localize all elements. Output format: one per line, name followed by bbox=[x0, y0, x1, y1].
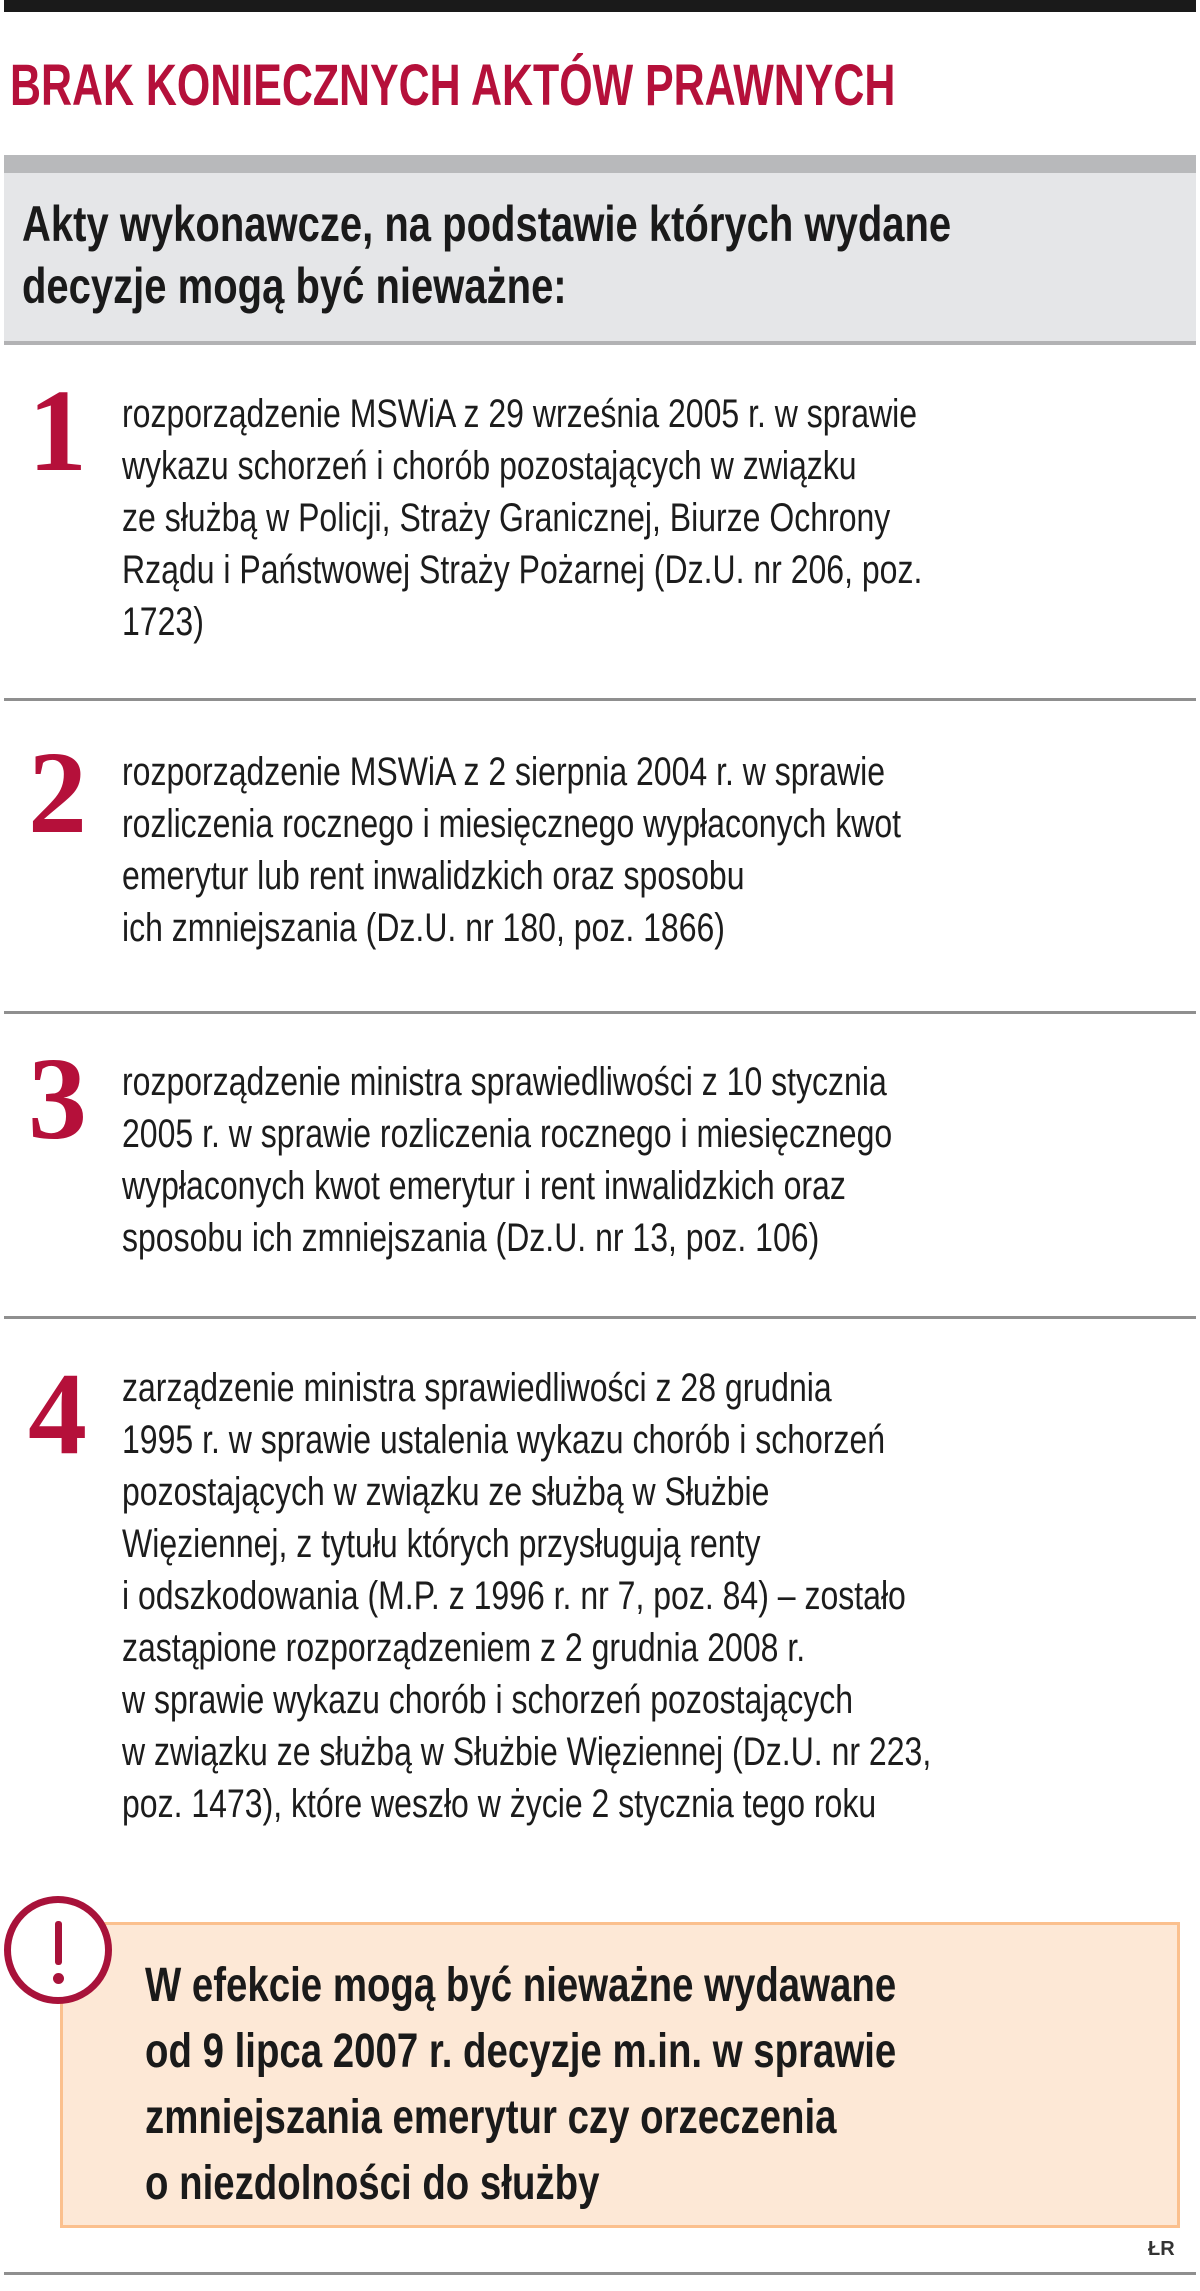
subheader-body bbox=[4, 173, 1196, 345]
subheader-line: Akty wykonawcze, na podstawie których wydane bbox=[22, 196, 952, 252]
item-line: rozporządzenie MSWiA z 2 sierpnia 2004 r. w sprawie bbox=[122, 750, 886, 794]
item-line: ze służbą w Policji, Straży Granicznej, Biurze Ochrony bbox=[122, 496, 891, 540]
callout-line: W efekcie mogą być nieważne wydawane bbox=[145, 1959, 897, 2012]
item-line: 1723) bbox=[122, 600, 204, 644]
divider bbox=[4, 698, 1196, 701]
author-credit: ŁR bbox=[1148, 2238, 1175, 2260]
subheader-line: decyzje mogą być nieważne: bbox=[22, 258, 567, 314]
item-number: 3 bbox=[28, 1033, 87, 1164]
item-line: zarządzenie ministra sprawiedliwości z 28 grudnia bbox=[122, 1366, 832, 1410]
exclamation-bar bbox=[55, 1921, 62, 1965]
item-line: zastąpione rozporządzeniem z 2 grudnia 2008 r. bbox=[122, 1626, 806, 1670]
bottom-rule bbox=[4, 2272, 1196, 2275]
item-line: wykazu schorzeń i chorób pozostających w związku bbox=[122, 444, 857, 488]
item-line: rozliczenia rocznego i miesięcznego wypłaconych kwot bbox=[122, 802, 902, 846]
item-line: Więziennej, z tytułu których przysługują renty bbox=[122, 1522, 761, 1566]
exclamation-dot bbox=[53, 1973, 64, 1984]
item-line: rozporządzenie MSWiA z 29 września 2005 r. w sprawie bbox=[122, 392, 918, 436]
item-number: 4 bbox=[28, 1348, 87, 1479]
item-line: wypłaconych kwot emerytur i rent inwalidzkich oraz bbox=[122, 1164, 846, 1208]
item-number: 2 bbox=[28, 727, 87, 858]
callout-line: od 9 lipca 2007 r. decyzje m.in. w sprawie bbox=[145, 2025, 897, 2078]
top-black-bar bbox=[4, 0, 1196, 12]
item-line: sposobu ich zmniejszania (Dz.U. nr 13, poz. 106) bbox=[122, 1216, 820, 1260]
item-line: ich zmniejszania (Dz.U. nr 180, poz. 1866) bbox=[122, 906, 725, 950]
item-line: w sprawie wykazu chorób i schorzeń pozostających bbox=[122, 1678, 853, 1722]
subheader-band bbox=[4, 155, 1196, 173]
item-line: 2005 r. w sprawie rozliczenia rocznego i miesięcznego bbox=[122, 1112, 893, 1156]
item-line: emerytur lub rent inwalidzkich oraz sposobu bbox=[122, 854, 745, 898]
exclamation-circle-icon bbox=[4, 1896, 112, 2004]
item-line: poz. 1473), które weszło w życie 2 stycznia tego roku bbox=[122, 1782, 877, 1826]
callout-line: zmniejszania emerytur czy orzeczenia bbox=[145, 2091, 837, 2144]
item-line: i odszkodowania (M.P. z 1996 r. nr 7, poz. 84) – zostało bbox=[122, 1574, 906, 1618]
divider bbox=[4, 1316, 1196, 1319]
item-line: pozostających w związku ze służbą w Służbie bbox=[122, 1470, 770, 1514]
subheader-box bbox=[4, 155, 1196, 345]
divider bbox=[4, 1011, 1196, 1014]
item-line: rozporządzenie ministra sprawiedliwości z 10 stycznia bbox=[122, 1060, 887, 1104]
item-line: w związku ze służbą w Służbie Więziennej (Dz.U. nr 223, bbox=[122, 1730, 932, 1774]
page-title: BRAK KONIECZNYCH AKTÓW PRAWNYCH bbox=[10, 53, 896, 118]
item-line: Rządu i Państwowej Straży Pożarnej (Dz.U. nr 206, poz. bbox=[122, 548, 923, 592]
item-number: 1 bbox=[28, 365, 87, 496]
item-line: 1995 r. w sprawie ustalenia wykazu chorób i schorzeń bbox=[122, 1418, 886, 1462]
callout-line: o niezdolności do służby bbox=[145, 2157, 600, 2210]
